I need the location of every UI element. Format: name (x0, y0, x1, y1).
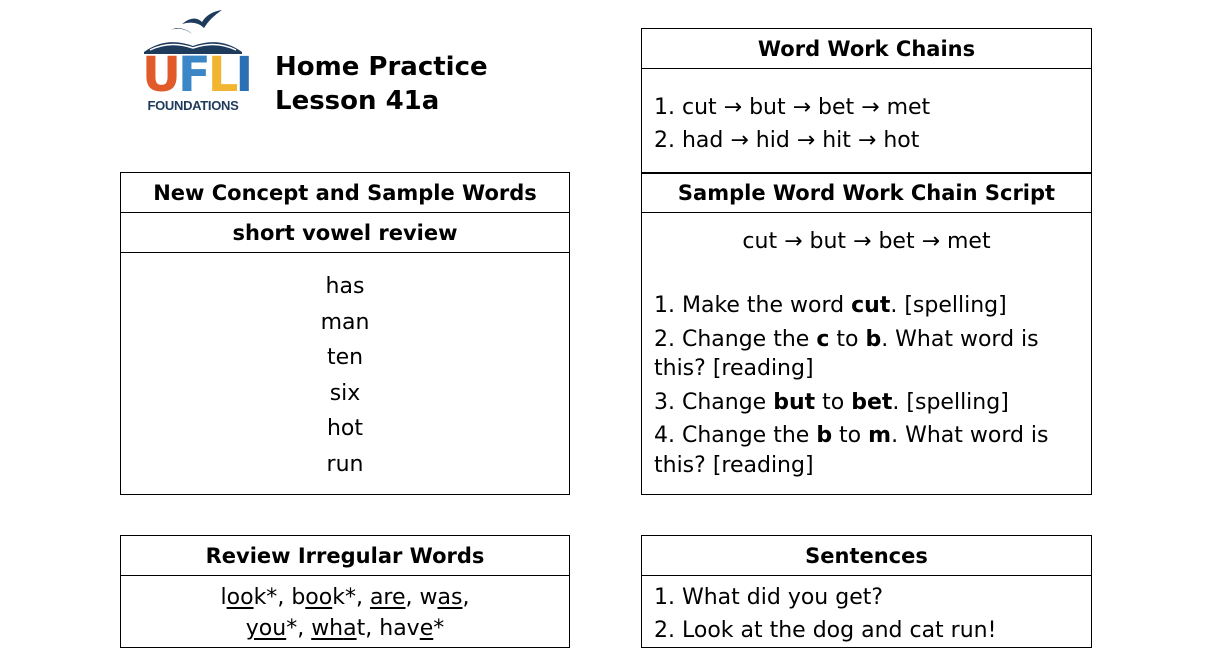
irregular-words-box (120, 535, 570, 648)
irregular-word: book* (291, 585, 356, 610)
word-work-chains-box (641, 28, 1092, 174)
irregular-word: are (369, 585, 406, 610)
irregular-line-2 (121, 613, 569, 644)
word-work-chains-heading: Word Work Chains (642, 29, 1091, 69)
sample-words-list (121, 253, 569, 482)
script-step: 4. Change the b to m. What word is this? [reading] (654, 423, 1049, 478)
sample-word: ten (326, 345, 364, 370)
irregular-words-list (121, 576, 569, 644)
sample-script-box (641, 172, 1092, 495)
irregular-word: was (419, 585, 463, 610)
sample-script-heading: Sample Word Work Chain Script (642, 173, 1091, 213)
chain-list (642, 69, 1091, 157)
sentence-item: 1. What did you get? (654, 585, 884, 610)
logo-subtitle: FOUNDATIONS (147, 98, 239, 113)
ufli-logo (142, 8, 251, 116)
script-steps (642, 267, 1091, 480)
sample-word: man (320, 309, 370, 335)
sample-word: has (325, 274, 365, 299)
script-step: 3. Change but to bet. [spelling] (654, 389, 1009, 415)
sample-word: run (326, 451, 364, 477)
separator: , (355, 585, 370, 610)
title-line-1: Home Practice (275, 52, 488, 82)
sentences-heading: Sentences (642, 536, 1091, 576)
chain-item: 1. cut → but → bet → met (654, 95, 931, 120)
sentence-list (642, 576, 1091, 647)
sample-word: hot (326, 416, 364, 441)
irregular-word: you* (245, 616, 298, 641)
separator: , (277, 585, 292, 610)
new-concept-heading: New Concept and Sample Words (121, 173, 569, 213)
new-concept-subheading: short vowel review (121, 213, 569, 253)
sentences-box (641, 535, 1092, 648)
chain-item: 2. had → hid → hit → hot (654, 128, 920, 153)
irregular-words-heading: Review Irregular Words (121, 536, 569, 576)
script-step: 1. Make the word cut. [spelling] (654, 293, 1007, 318)
sample-word: six (329, 380, 361, 406)
irregular-line-1 (121, 582, 569, 613)
title-line-2: Lesson 41a (275, 86, 440, 116)
script-step: 2. Change the c to b. What word is this? [reading] (654, 326, 1039, 381)
irregular-word: what (311, 616, 366, 641)
new-concept-box (120, 172, 570, 495)
separator: , (462, 585, 470, 610)
separator: , (405, 585, 420, 610)
sentence-item: 2. Look at the dog and cat run! (654, 618, 997, 643)
page-title (275, 50, 488, 118)
irregular-word: look* (220, 585, 278, 610)
script-chain: cut → but → bet → met (742, 229, 991, 254)
irregular-word: have* (379, 616, 445, 641)
separator: , (297, 616, 312, 641)
separator: , (365, 616, 380, 641)
logo-wordmark: UFLI (142, 47, 251, 103)
